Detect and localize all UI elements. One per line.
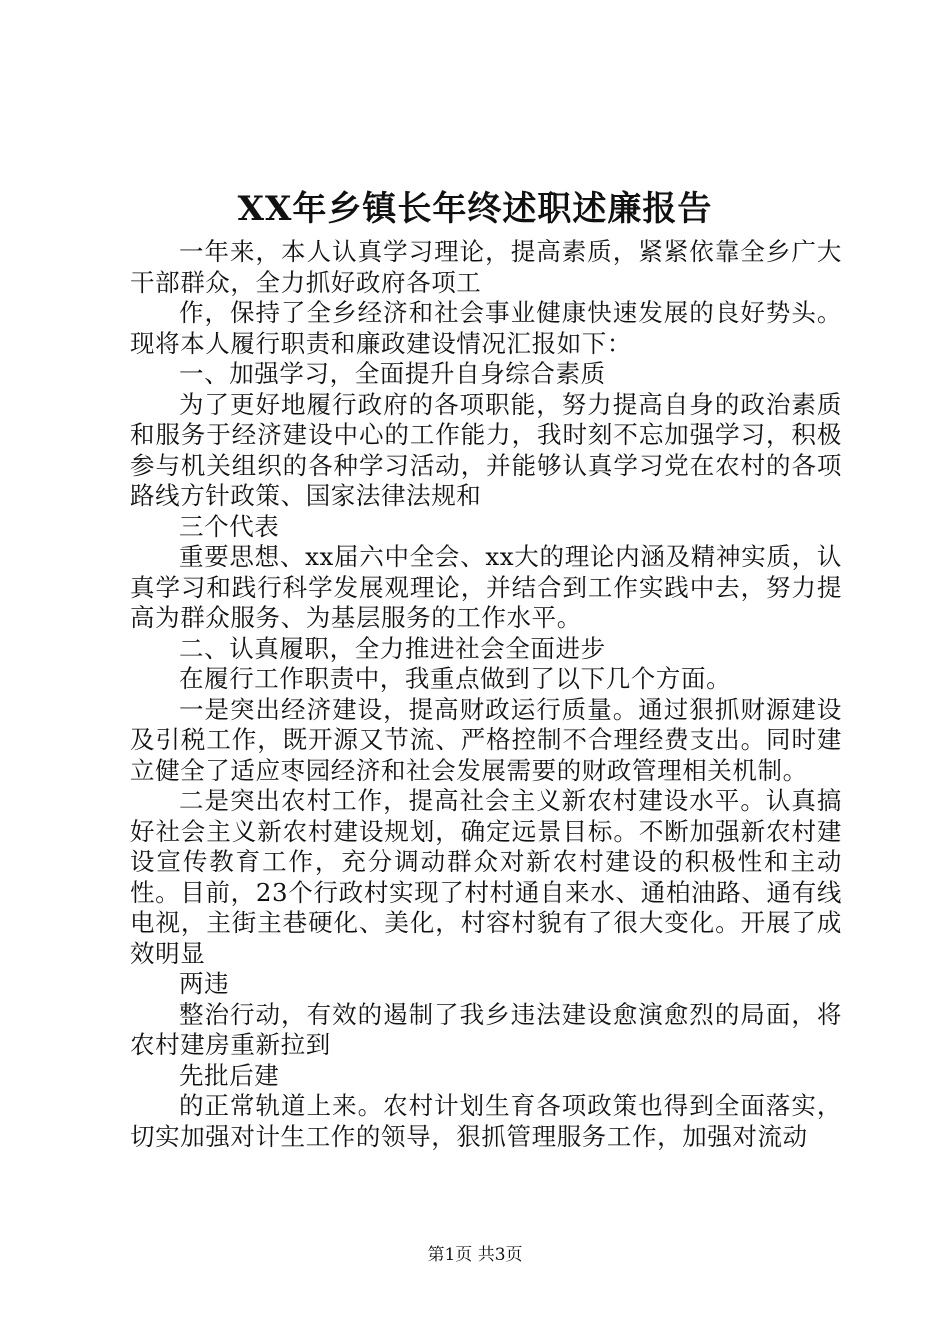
paragraph: 两违 <box>179 969 230 998</box>
paragraph: 二是突出农村工作，提高社会主义新农村建设水平。认真搞好社会主义新农村建设规划，确定远景目标。不断加强新农村建设宣传教育工作，充分调动群众对新农村建设的积极性和主动性。目前，23个行政村实现了村村通自来水、通柏油路、通有线电视，主街主巷硬化、美化，村容村貌有了很大变化。开展了成效明显 <box>130 786 842 968</box>
paragraph: 的正常轨道上来。农村计划生育各项政策也得到全面落实，切实加强对计生工作的领导，狠抓管理服务工作，加强对流动 <box>130 1091 842 1151</box>
paragraph: 在履行工作职责中，我重点做到了以下几个方面。 <box>179 664 732 693</box>
paragraph: 先批后建 <box>179 1060 280 1090</box>
paragraph: 一年来，本人认真学习理论，提高素质，紧紧依靠全乡广大干部群众，全力抓好政府各项工 <box>130 237 842 297</box>
page-footer: 第1页 共3页 <box>427 1245 523 1265</box>
paragraph: 三个代表 <box>179 511 280 541</box>
section-heading: 一、加强学习，全面提升自身综合素质 <box>179 359 606 388</box>
paragraph: 重要思想、xx届六中全会、xx大的理论内涵及精神实质，认真学习和践行科学发展观理论，并结合到工作实践中去，努力提高为群众服务、为基层服务的工作水平。 <box>130 542 842 632</box>
paragraph: 作，保持了全乡经济和社会事业健康快速发展的良好势头。现将本人履行职责和廉政建设情况汇报如下： <box>130 298 842 358</box>
section-heading: 二、认真履职，全力推进社会全面进步 <box>179 633 606 663</box>
document-title: XX年乡镇长年终述职述廉报告 <box>237 189 713 229</box>
paragraph: 为了更好地履行政府的各项职能，努力提高自身的政治素质和服务于经济建设中心的工作能力，我时刻不忘加强学习，积极参与机关组织的各种学习活动，并能够认真学习党在农村的各项路线方针政策、国家法律法规和 <box>130 389 842 510</box>
paragraph: 整治行动，有效的遏制了我乡违法建设愈演愈烈的局面，将农村建房重新拉到 <box>130 999 842 1059</box>
document-body <box>130 237 842 1152</box>
paragraph: 一是突出经济建设，提高财政运行质量。通过狠抓财源建设及引税工作，既开源又节流、严格控制不合理经费支出。同时建立健全了适应枣园经济和社会发展需要的财政管理相关机制。 <box>130 694 842 785</box>
